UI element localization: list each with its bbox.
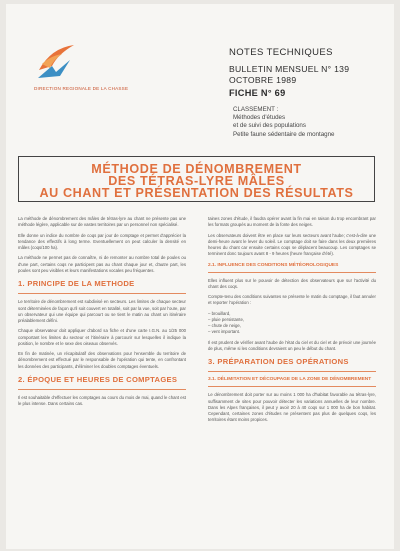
paragraph: La méthode ne permet pas de connaître, ni de remonter au nombre total de poules ou d'une part, certains coqs ne participent pas au chant chaque jour et, d'autre part, les poules sont peu visibles et leurs manifestations vocales peu fréquentes. [18,255,186,273]
classement-line: Petite faune sédentaire de montagne [233,130,335,138]
paragraph: Elle donne un indice du nombre de coqs par jour de comptage et permet d'apprécier la tendance des effectifs à long terme. Eventuellement on peut calculer la densité en mâles (coqs/100 ha). [18,232,186,250]
fiche-number: FICHE N° 69 [229,88,286,98]
paragraph: Le dénombrement doit porter sur au moins 1 000 ha d'habitat favorable au tétras-lyre, suffisamment de sites pour pouvoir détecter les variations annuelles de leur nombre. Dans les Alpes françaises, il peut y avoir 20 à 40 coqs sur 1 000 ha de bon habitat. Cependant, certaines zones d'études ne présentent pas plus de quelques coqs, les territoires étant moins propices. [208,392,376,423]
title-line-2: DES TÉTRAS-LYRE MÂLES [108,174,285,188]
title-line-1: MÉTHODE DE DÉNOMBREMENT [91,162,302,176]
logo-icon [36,42,76,82]
classement-line: Méthodes d'études [233,114,286,122]
section-heading-3: 3. PRÉPARATION DES OPÉRATIONS [208,357,349,366]
paragraph: En fin de matinée, un récapitulatif des observations pour l'ensemble du territoire de dénombrement est effectué par le responsable de l'opération qui tente, en confrontant les données des participants, d'éliminer les doubles comptages éventuels. [18,351,186,369]
bullet-item: – pluie persistante, [208,316,245,322]
title-box [18,156,375,202]
divider [208,371,376,372]
title-line-3: AU CHANT ET PRÉSENTATION DES RÉSULTATS [39,186,354,200]
bullet-item: – vent important. [208,329,241,335]
paragraph: Il est souhaitable d'effectuer les comptages au cours du mois de mai, quand le chant est le plus intense. Dans certains cas. [18,395,186,407]
paragraph: Il est prudent de vérifier avant l'aube de l'état du ciel et du ciel et de prévoir une journée de plus, même si les conditions devraient un peu le début du chant. [208,339,376,351]
right-column [208,216,376,428]
bullet-item: – brouillard, [208,310,231,316]
subsection-heading-2-1: 2.1. INFLUENCE DES CONDITIONS MÉTÉOROLOGIQUES [208,262,339,268]
classement-label: CLASSEMENT : [233,106,279,113]
bulletin-number: BULLETIN MENSUEL N° 139 [229,64,350,74]
notes-techniques-heading: NOTES TECHNIQUES [229,47,333,58]
divider [18,293,186,294]
paragraph: Compte-tenu des conditions suivantes se présente le matin du comptage, il faut annuler et reporter l'opération : [208,294,376,306]
divider [18,389,186,390]
paragraph: Elles influent plus sur le pouvoir de détection des observateurs que sur l'activité du chant des coqs. [208,277,376,289]
classement-line: et de suivi des populations [233,122,306,130]
section-heading-2: 2. ÉPOQUE ET HEURES DE COMPTAGES [18,374,178,384]
classement-block [233,106,334,139]
subsection-heading-3-1: 3.1. DÉLIMITATION ET DÉCOUPAGE DE LA ZONE DE DÉNOMBREMENT [208,377,372,383]
paragraph: Le territoire de dénombrement est subdivisé en secteurs. Les limites de chaque secteur sont déterminées de façon qu'il soit couvert en totalité, soit par la vue, soit par l'ouïe, par un observateur qui une équipe qui parcourt ou se tient le matin au chant un itinéraire préalablement défini. [18,299,186,323]
bullet-item: – chute de neige, [208,323,241,328]
left-column [18,216,186,412]
paragraph: taines zones d'étude, il faudra opérer avant la fin mai en raison du trop encombrant par les formats groupés au moment de la fonte des neiges. [208,216,376,228]
paragraph: La méthode de dénombrement des mâles de tétras-lyre au chant ne présente pas une méthode légère, applicable sur de vastes territoires par un personnel non spécialisé. [18,216,186,228]
paragraph: Les observateurs doivent être en place sur leurs secteurs avant l'aube; c'est-à-dire une demi-heure avant le lever du soleil. Le comptage doit se faire dans les deux premières heures du chant car ensuite certains coqs se déplacent beaucoup. Les comptages se terminent donc toujours avant 8 - 9 heures (heure française d'été). [208,232,376,257]
paragraph: Chaque observateur doit appliquer d'abord sa fiche et d'une carte I.G.N. au 1/25 000 comportant les limites du secteur et l'itinéraire à parcourir sur lesquelles il indique la position, le nombre et le sexe des oiseaux observés. [18,328,186,346]
bulletin-date: OCTOBRE 1989 [229,75,297,85]
organization-name: DIRECTION REGIONALE DE LA CHASSE [34,86,129,91]
section-heading-1: 1. PRINCIPE DE LA METHODE [18,279,135,288]
document-page [6,4,394,549]
divider [208,386,376,387]
divider [208,272,376,273]
